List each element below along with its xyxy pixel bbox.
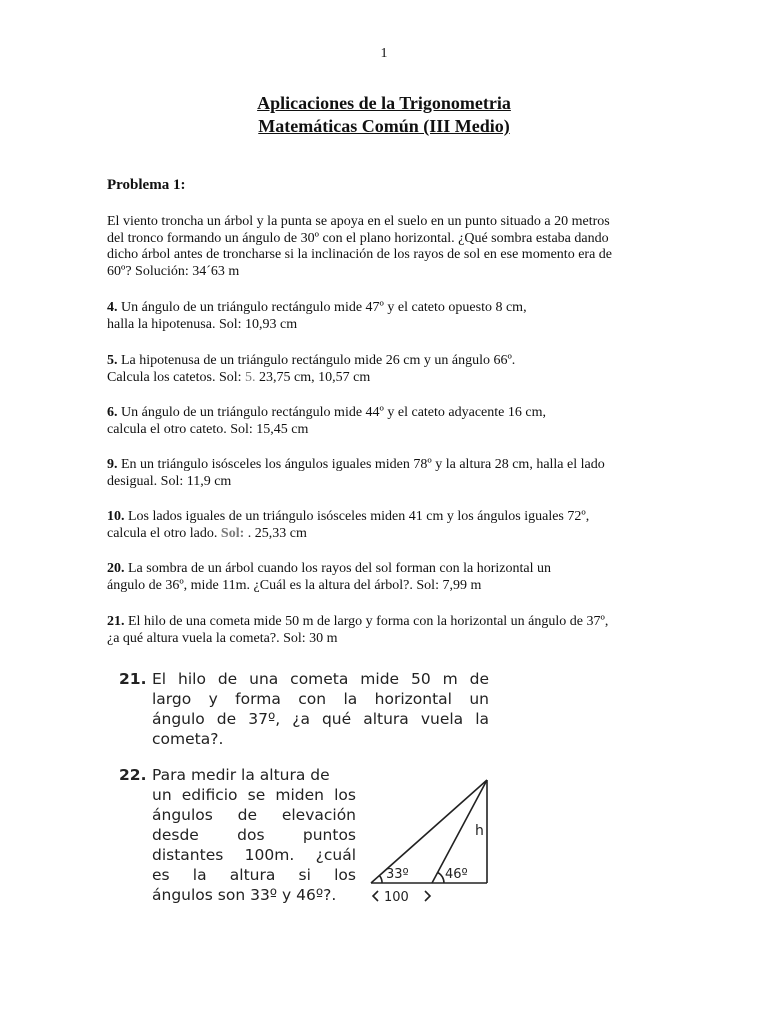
problem-1-line: 60º? Solución: 34´63 m xyxy=(107,263,240,279)
elevation-angle-diagram xyxy=(366,774,496,906)
problem-1-line: El viento troncha un árbol y la punta se apoya en el suelo en un punto situado a 20 metros xyxy=(107,214,610,229)
excerpt-line: un edificio se miden los xyxy=(152,786,356,804)
exercise-21 xyxy=(107,614,657,647)
angle-arc-46 xyxy=(438,872,444,883)
exercise-text: 23,75 cm, 10,57 cm xyxy=(255,369,371,385)
exercise-5 xyxy=(107,353,657,386)
exercise-text: Un ángulo de un triángulo rectángulo mide 47º y el cateto opuesto 8 cm, xyxy=(117,300,527,315)
exercise-sol-label: Sol: xyxy=(220,525,245,541)
exercise-text: El hilo de una cometa mide 50 m de largo y forma con la horizontal un ángulo de 37º, xyxy=(124,614,609,629)
excerpt-number: 22. xyxy=(119,766,147,784)
exercise-text: Calcula los catetos. Sol: xyxy=(107,369,246,385)
exercise-text: La hipotenusa de un triángulo rectángulo mide 26 cm y un ángulo 66º. xyxy=(117,353,516,368)
problem-1-heading: Problema 1: xyxy=(107,177,186,193)
title-line-1: Aplicaciones de la Trigonometria xyxy=(257,93,511,113)
exercise-text: ángulo de 36º, mide 11m. ¿Cuál es la altura del árbol?. Sol: 7,99 m xyxy=(107,577,482,593)
excerpt-line: desde dos puntos xyxy=(152,826,356,844)
exercise-20 xyxy=(107,561,657,594)
excerpt-line: distantes 100m. ¿cuál xyxy=(152,846,356,864)
excerpt-line: ángulos son 33º y 46º?. xyxy=(152,886,337,904)
exercise-text: La sombra de un árbol cuando los rayos del sol forman con la horizontal un xyxy=(124,561,551,576)
excerpt-line: cometa?. xyxy=(152,730,224,748)
exercise-text: desigual. Sol: 11,9 cm xyxy=(107,473,232,489)
excerpt-line: es la altura si los xyxy=(152,866,356,884)
exercise-number: 10. xyxy=(107,509,125,524)
exercise-4 xyxy=(107,300,657,333)
page-number: 1 xyxy=(380,46,388,61)
exercise-ref-number: 5. xyxy=(245,369,256,385)
excerpt-line: El hilo de una cometa mide 50 m de xyxy=(152,670,489,688)
exercise-number: 9. xyxy=(107,457,118,472)
exercise-number: 4. xyxy=(107,300,118,315)
exercise-text: calcula el otro cateto. Sol: 15,45 cm xyxy=(107,421,309,437)
exercise-6 xyxy=(107,405,657,438)
exercise-text: Un ángulo de un triángulo rectángulo mide 44º y el cateto adyacente 16 cm, xyxy=(117,405,546,420)
page-title xyxy=(0,92,768,138)
exercise-text: halla la hipotenusa. Sol: 10,93 cm xyxy=(107,316,298,332)
exercise-text: calcula el otro lado. xyxy=(107,525,221,541)
exercise-number: 21. xyxy=(107,614,125,629)
excerpt-line: ángulo de 37º, ¿a qué altura vuela la xyxy=(152,710,489,728)
exercise-text: ¿a qué altura vuela la cometa?. Sol: 30 m xyxy=(107,630,338,646)
height-label: h xyxy=(475,823,484,839)
angle-label-46: 46º xyxy=(445,867,468,882)
exercise-9 xyxy=(107,457,657,490)
problem-1-line: dicho árbol antes de troncharse si la inclinación de los rayos de sol en ese momento era de xyxy=(107,247,612,262)
distance-label: 100 xyxy=(384,890,409,905)
exercise-text: . 25,33 cm xyxy=(244,525,307,541)
excerpt-line: Para medir la altura de xyxy=(152,766,330,784)
angle-arc-33 xyxy=(380,876,383,883)
exercise-10 xyxy=(107,509,657,542)
exercise-number: 6. xyxy=(107,405,118,420)
exercise-number: 5. xyxy=(107,353,118,368)
problem-1-text xyxy=(107,214,657,280)
exercise-text: Los lados iguales de un triángulo isósceles miden 41 cm y los ángulos iguales 72º, xyxy=(124,509,590,524)
excerpt-question-21 xyxy=(119,669,491,749)
excerpt-number: 21. xyxy=(119,670,147,688)
excerpt-line: largo y forma con la horizontal un xyxy=(152,690,489,708)
excerpt-line: ángulos de elevación xyxy=(152,806,356,824)
exercise-text: En un triángulo isósceles los ángulos iguales miden 78º y la altura 28 cm, halla el lado xyxy=(117,457,605,472)
angle-label-33: 33º xyxy=(386,867,409,882)
excerpt-question-22 xyxy=(119,765,359,905)
exercise-number: 20. xyxy=(107,561,125,576)
problem-1-line: del tronco formando un ángulo de 30º con el plano horizontal. ¿Qué sombra estaba dando xyxy=(107,230,609,246)
title-line-2: Matemáticas Común (III Medio) xyxy=(258,116,510,136)
